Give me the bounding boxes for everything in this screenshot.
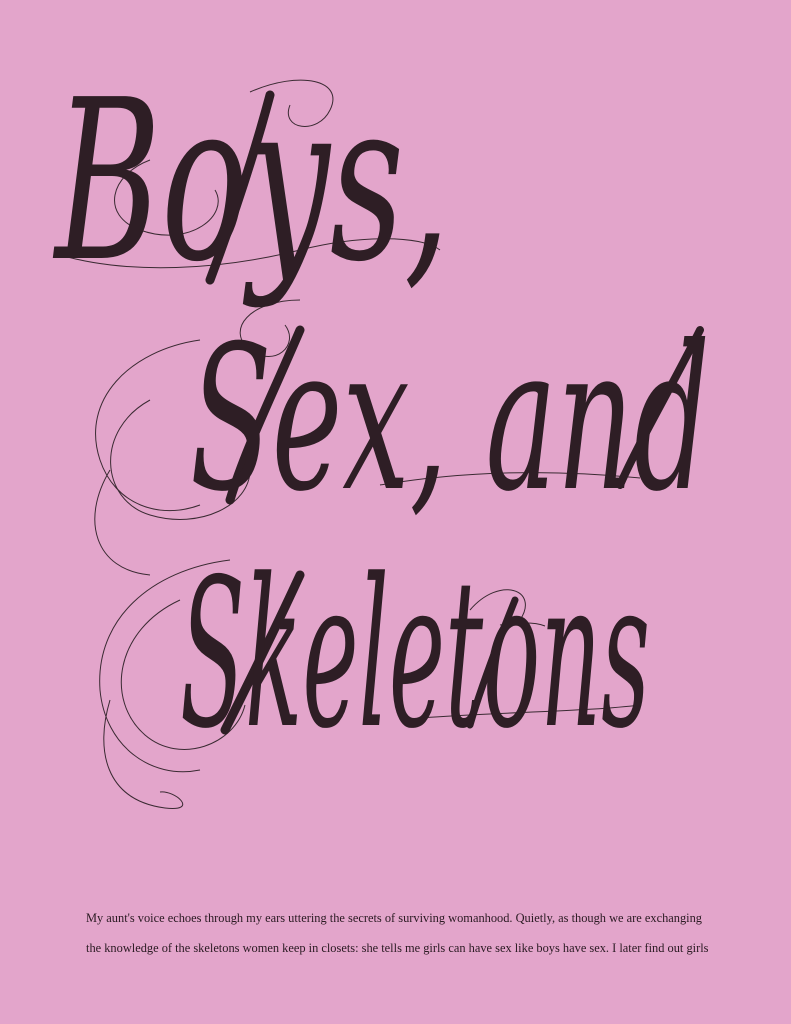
body-line: the knowledge of the skeletons women keep in closets: she tells me girls can have sex like boys have sex. I later find out girls <box>86 941 709 955</box>
title-line-sex-and: Sex, and <box>190 303 710 536</box>
title-line-skeletons: Skeletons <box>180 536 650 774</box>
title-line-boys: Boys, <box>52 53 451 311</box>
body-paragraph <box>86 903 746 963</box>
body-line: My aunt's voice echoes through my ears uttering the secrets of surviving womanhood. Quietly, as though we are exchanging <box>86 911 702 925</box>
